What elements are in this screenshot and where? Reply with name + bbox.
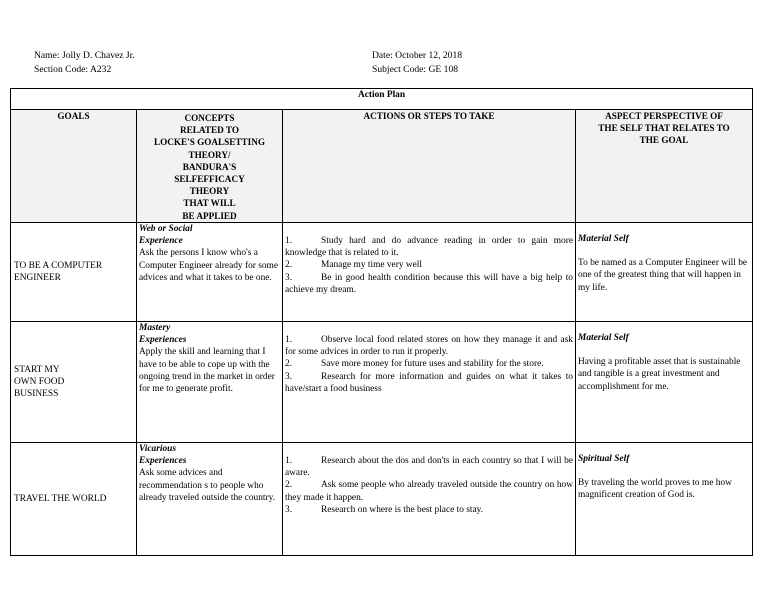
goal-line: START MY (14, 364, 60, 375)
actions-cell (283, 322, 576, 443)
aspect-title: Material Self (578, 234, 629, 244)
aspect-cell (576, 322, 753, 443)
concept-cell (137, 223, 283, 322)
table-row (11, 443, 753, 556)
header-row (11, 110, 753, 223)
concepts-header-line: RELATED TO (180, 125, 239, 136)
step (285, 371, 573, 395)
step-number: 3. (285, 504, 293, 515)
step (285, 272, 573, 296)
step-text: Observe local food related stores on how they manage it and ask for some advices in order to run it properly. (285, 335, 573, 358)
goal-line: BUSINESS (14, 389, 59, 400)
concepts-header-line: CONCEPTS (184, 113, 235, 123)
step-number: 2. (285, 359, 293, 370)
aspect-cell (576, 223, 753, 322)
step-number: 1. (285, 335, 293, 345)
goal-line: ENGINEER (14, 273, 61, 283)
step (285, 455, 573, 479)
step-text: Manage my time very well (321, 260, 423, 271)
step-number: 2. (285, 260, 293, 271)
goal-cell (11, 443, 137, 556)
concept-text: Ask the persons I know who's a Computer Engineer already for some advices and what it takes to be one. (139, 248, 279, 283)
concept-cell (137, 443, 283, 556)
concepts-header-line: THEORY/ (188, 149, 231, 160)
concepts-header-line: THAT WILL (183, 198, 236, 209)
table-row (11, 223, 753, 322)
aspect-text: To be named as a Computer Engineer will be one of the greatest thing that will happen in my life. (578, 258, 748, 293)
step-text: Ask some people who already traveled outside the country on how they made it happen. (285, 480, 573, 503)
concept-title: Web or Social (139, 224, 193, 234)
concept-text: Ask some advices and recommendation s to people who already traveled outside the country. (139, 468, 276, 503)
aspect-header-line: THE GOAL (639, 135, 689, 146)
header-left (34, 49, 135, 77)
goal-line: OWN FOOD (14, 376, 65, 387)
concepts-header-line: BANDURA'S (182, 161, 237, 172)
table-title-row (11, 89, 753, 110)
aspect-title: Material Self (578, 333, 629, 343)
aspect-text: By traveling the world proves to me how magnificent creation of God is. (578, 478, 732, 501)
step (285, 259, 573, 271)
actions-header: ACTIONS OR STEPS TO TAKE (283, 110, 576, 223)
step-text: Save more money for future uses and stability for the store. (321, 359, 544, 370)
concepts-header-line: SELFEFFICACY (174, 174, 245, 185)
section-code: Section Code: A232 (34, 64, 112, 75)
step-text: Study hard and do advance reading in order to gain more knowledge that is related to it. (285, 236, 573, 259)
step (285, 334, 573, 358)
step-text: Be in good health condition because this will have a big help to achieve my dream. (285, 272, 573, 295)
aspect-title: Spiritual Self (578, 454, 630, 464)
student-name: Name: Jolly D. Chavez Jr. (34, 50, 135, 61)
concept-title: Experiences (139, 456, 187, 467)
table-row (11, 322, 753, 443)
concept-title: Mastery (139, 323, 171, 333)
step-text: Research on where is the best place to stay. (321, 504, 484, 515)
aspect-header-line: THE SELF THAT RELATES TO (598, 123, 730, 134)
step-number: 1. (285, 456, 293, 466)
step-number: 1. (285, 236, 293, 246)
goal-line: TO BE A COMPUTER (14, 260, 103, 271)
aspect-header (576, 110, 753, 223)
table-title: Action Plan (11, 89, 753, 110)
step (285, 358, 573, 370)
actions-cell (283, 443, 576, 556)
concepts-header-line: BE APPLIED (182, 210, 237, 221)
goal-cell (11, 322, 137, 443)
action-plan-table (10, 88, 753, 556)
step (285, 235, 573, 259)
aspect-header-line: ASPECT PERSPECTIVE OF (605, 111, 723, 121)
concepts-header-line: THEORY (189, 186, 230, 197)
concept-title: Experiences (139, 335, 187, 346)
actions-cell (283, 223, 576, 322)
goals-header: GOALS (11, 110, 137, 223)
goal-line: TRAVEL THE WORLD (14, 493, 107, 504)
step-text: Research for more information and guides on what it takes to have/start a food business (285, 371, 573, 394)
step-text: Research about the dos and don'ts in each country so that I will be aware. (285, 456, 573, 479)
concept-title: Experience (139, 236, 183, 247)
subject-code: Subject Code: GE 108 (372, 64, 459, 75)
concept-cell (137, 322, 283, 443)
concept-text: Apply the skill and learning that I have to be able to cope up with the ongoing trend in the market in order for me to generate profit. (139, 347, 275, 395)
concepts-header-line: LOCKE'S GOALSETTING (153, 137, 266, 148)
step-number: 3. (285, 272, 293, 283)
concepts-header (137, 110, 283, 223)
date: Date: October 12, 2018 (372, 50, 463, 61)
goal-cell (11, 223, 137, 322)
step-number: 3. (285, 371, 293, 382)
step (285, 479, 573, 503)
step (285, 504, 573, 516)
header-right (372, 49, 462, 77)
concept-title: Vicarious (139, 444, 176, 454)
step-number: 2. (285, 480, 293, 491)
aspect-cell (576, 443, 753, 556)
aspect-text: Having a profitable asset that is sustainable and tangible is a great investment and accomplishment for me. (578, 357, 741, 392)
